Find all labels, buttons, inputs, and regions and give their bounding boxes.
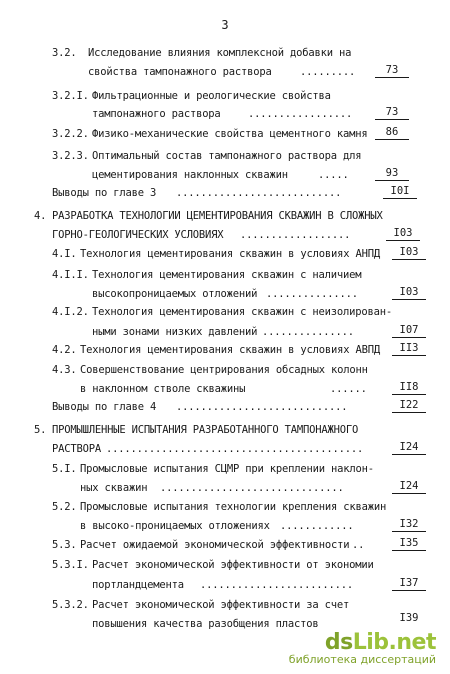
toc-num: 5.3. [52,539,77,551]
toc-title: ными зонами низких давлений [92,326,258,338]
toc-num: 4.3. [52,364,77,376]
toc-num: 4. [34,210,47,222]
toc-page-number: I03 [386,226,420,241]
toc-num: 4.I. [52,248,77,260]
toc-title: Технология цементирования скважин с наличием [92,269,362,281]
toc-num: 3.2.I. [52,90,89,102]
toc-page-number: I03 [392,285,426,300]
toc-page-number: II3 [392,341,426,356]
toc-num: 5. [34,424,47,436]
toc-title: Исследование влияния комплексной добавки на [88,47,352,59]
toc-page-number: 93 [375,166,409,181]
toc-page-number: 86 [375,125,409,140]
toc-leader: ...... [330,383,367,395]
toc-title: Фильтрационные и реологические свойства [92,90,331,102]
toc-title: Совершенствование центрирования обсадных колонн [80,364,368,376]
toc-title: ных скважин [80,482,148,494]
toc-title: в наклонном стволе скважины [80,383,246,395]
toc-leader: .................. [240,229,351,241]
toc-num: 5.I. [52,463,77,475]
toc-leader: ........................... [176,187,342,199]
toc-title: повышения качества разобщения пластов [92,618,319,630]
watermark-logo: dsLib.net [324,630,436,655]
toc-title: Выводы по главе 4 [52,401,157,413]
toc-title: ГОРНО-ГЕОЛОГИЧЕСКИХ УСЛОВИЯХ [52,229,224,241]
toc-title: в высоко-проницаемых отложениях [80,520,270,532]
toc-page-number: I22 [392,398,426,413]
toc-leader: .. [352,539,365,551]
toc-num: 4.I.2. [52,306,89,318]
toc-page-number: 73 [375,63,409,78]
toc-title: РАЗРАБОТКА ТЕХНОЛОГИИ ЦЕМЕНТИРОВАНИЯ СКВАЖИН В СЛОЖНЫХ [52,210,383,222]
toc-leader: ......................... [200,579,354,591]
toc-page-number: I35 [392,536,426,551]
toc-title: Физико-механические свойства цементного камня [92,128,368,140]
page-number: 3 [221,18,229,32]
toc-leader: .......................................... [106,443,364,455]
toc-page-number: I24 [392,440,426,455]
toc-leader: ............... [266,288,358,300]
toc-title: тампонажного раствора [92,108,221,120]
toc-title: свойства тампонажного раствора [88,66,272,78]
toc-leader: ............... [262,326,354,338]
toc-title: Промысловые испытания СЦМР при креплении наклон- [80,463,374,475]
watermark [289,630,436,666]
toc-num: 3.2.2. [52,128,89,140]
toc-num: 5.3.2. [52,599,89,611]
toc-page-number: I32 [392,517,426,532]
toc-page-number: I07 [392,323,426,338]
toc-page-number: I0I [383,184,417,199]
toc-num: 4.I.I. [52,269,89,281]
toc-num: 5.2. [52,501,77,513]
toc-leader: ......... [300,66,356,78]
toc-title: Расчет экономической эффективности за счет [92,599,350,611]
toc-page-number: I39 [399,612,419,624]
toc-leader: ................. [248,108,353,120]
toc-num: 3.2. [52,47,77,59]
toc-num: 4.2. [52,344,77,356]
toc-title: портландцемента [92,579,184,591]
toc-page-number: I37 [392,576,426,591]
toc-page-number: 73 [375,105,409,120]
toc-title: Оптимальный состав тампонажного раствора для [92,150,362,162]
toc-page-number: II8 [392,380,426,395]
toc-title: РАСТВОРА [52,443,101,455]
toc-leader: ............ [280,520,354,532]
toc-leader: ............................ [176,401,348,413]
toc-title: высокопроницаемых отложений [92,288,258,300]
toc-num: 5.3.I. [52,559,89,571]
toc-title: Расчет ожидаемой экономической эффективности [80,539,350,551]
toc-title: Технология цементирования скважин в условиях АНПД [80,248,380,260]
toc-title: Технология цементирования скважин с неизолирован- [92,306,392,318]
toc-title: Промысловые испытания технологии крепления скважин [80,501,387,513]
toc-title: ПРОМЫШЛЕННЫЕ ИСПЫТАНИЯ РАЗРАБОТАННОГО ТАМПОНАЖНОГО [52,424,359,436]
toc-page-number: I24 [392,479,426,494]
toc-title: Расчет экономической эффективности от экономии [92,559,374,571]
toc-title: цементирования наклонных скважин [92,169,288,181]
toc-leader: .............................. [160,482,344,494]
watermark-subtitle: библиотека диссертаций [288,653,436,666]
toc-title: Технология цементирования скважин в условиях АВПД [80,344,380,356]
toc-num: 3.2.3. [52,150,89,162]
toc-page-number: I03 [392,245,426,260]
toc-title: Выводы по главе 3 [52,187,157,199]
toc-leader: ..... [318,169,349,181]
